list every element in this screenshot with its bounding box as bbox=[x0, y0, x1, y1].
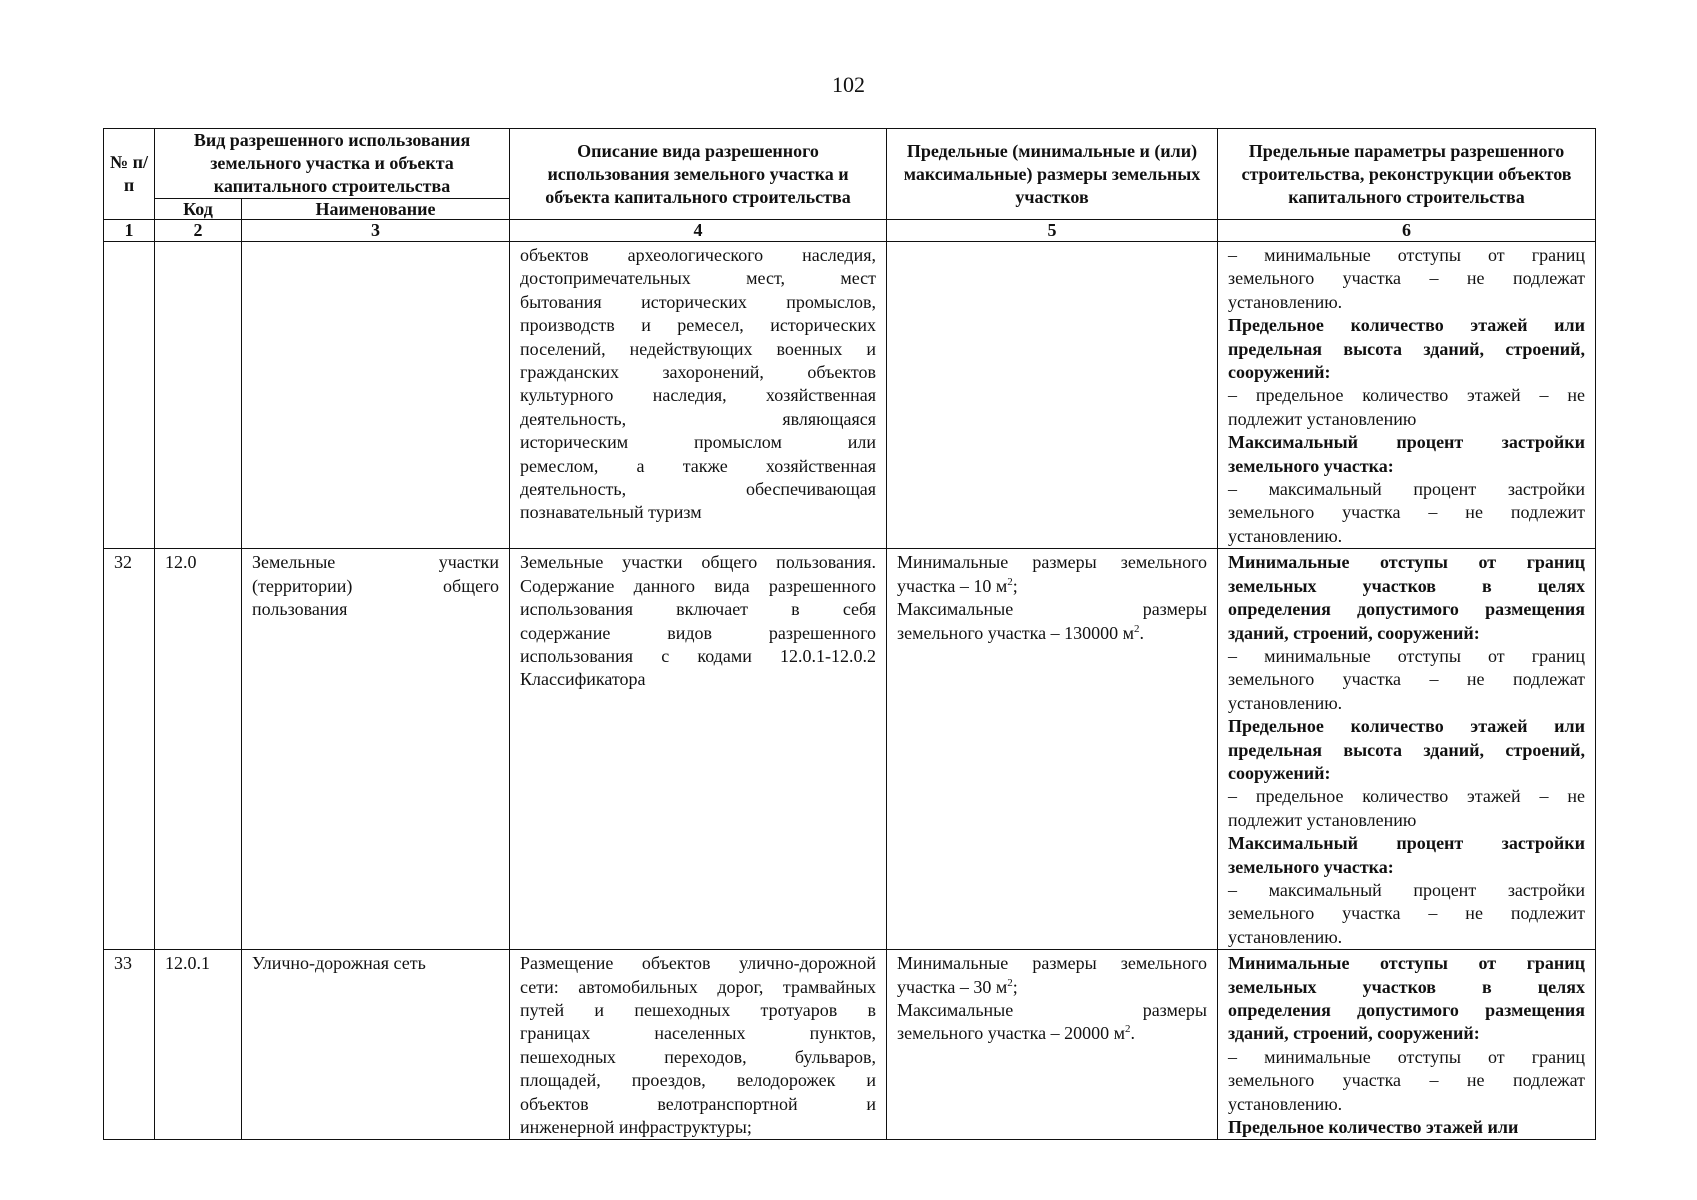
text-line: Предельное количество этажей или bbox=[1228, 315, 1586, 336]
cell-description bbox=[510, 549, 887, 950]
text-line: (территории) общего bbox=[252, 575, 500, 596]
col-number-4: 4 bbox=[510, 220, 887, 242]
text-line: содержание видов разрешенного bbox=[520, 622, 877, 643]
size-tail: ; bbox=[1012, 575, 1018, 596]
text-line: предельная высота зданий, строений, bbox=[1228, 338, 1586, 359]
text-line: земельного участка – не подлежат bbox=[1228, 268, 1586, 289]
header-num: № п/п bbox=[104, 129, 155, 220]
text-line: установлению. bbox=[1228, 926, 1343, 947]
cell-name bbox=[242, 950, 510, 1140]
text-line: культурного наследия, хозяйственная bbox=[520, 385, 877, 406]
text-line: зданий, строений, сооружений: bbox=[1228, 622, 1480, 643]
cell-params bbox=[1218, 950, 1596, 1140]
size-text: участка – 30 м bbox=[897, 976, 1008, 997]
superscript: 2 bbox=[1125, 1023, 1131, 1036]
size-line bbox=[897, 575, 1207, 598]
text-line: Минимальные отступы от границ bbox=[1228, 953, 1586, 974]
text-line: Улично-дорожная сеть bbox=[252, 953, 426, 974]
text-line: установлению. bbox=[1228, 1093, 1343, 1114]
cell-row-number: 32 bbox=[104, 549, 155, 950]
cell-params bbox=[1218, 549, 1596, 950]
text-line: подлежит установлению bbox=[1228, 408, 1417, 429]
header-description: Описание вида разрешенного использования земельного участка и объекта капитального строительства bbox=[510, 129, 887, 220]
text-line: установлению. bbox=[1228, 692, 1343, 713]
size-tail: . bbox=[1130, 1023, 1136, 1044]
text-line: сооружений: bbox=[1228, 762, 1331, 783]
text-line: – минимальные отступы от границ bbox=[1228, 245, 1586, 265]
text-line: гражданских захоронений, объектов bbox=[520, 362, 877, 383]
size-line bbox=[897, 976, 1207, 999]
cell-code: 12.0 bbox=[155, 549, 242, 950]
text-line: Максимальный процент застройки bbox=[1228, 833, 1586, 854]
text-line: зданий, строений, сооружений: bbox=[1228, 1023, 1480, 1044]
text-line: путей и пешеходных тротуаров в bbox=[520, 1000, 877, 1020]
text-line: поселений, недействующих военных и bbox=[520, 338, 877, 359]
text-line: земельных участков в целях bbox=[1228, 575, 1586, 596]
text-line: определения допустимого размещения bbox=[1228, 599, 1586, 620]
text-line: Земельные участки bbox=[252, 552, 500, 573]
text-line: земельного участка – не подлежит bbox=[1228, 502, 1586, 523]
text-line: Предельное количество этажей или bbox=[1228, 1117, 1519, 1138]
col-number-3: 3 bbox=[242, 220, 510, 242]
size-text: Минимальные размеры земельного bbox=[897, 953, 1208, 974]
text-line: – предельное количество этажей – не bbox=[1228, 786, 1586, 807]
size-text: Максимальные размеры bbox=[897, 1000, 1208, 1020]
superscript: 2 bbox=[1007, 976, 1013, 989]
text-line: Классификатора bbox=[520, 669, 646, 690]
size-line bbox=[897, 598, 1207, 621]
col-number-6: 6 bbox=[1218, 220, 1596, 242]
text-line: Содержание данного вида разрешенного bbox=[520, 575, 877, 596]
text-line: Максимальный процент застройки bbox=[1228, 432, 1586, 453]
header-vri-group: Вид разрешенного использования земельного участка и объекта капитального строительства bbox=[155, 129, 510, 199]
table-row bbox=[104, 549, 1596, 950]
size-text: земельного участка – 20000 м bbox=[897, 1023, 1126, 1044]
cell-code: 12.0.1 bbox=[155, 950, 242, 1140]
text-line: земельного участка – не подлежат bbox=[1228, 669, 1586, 690]
text-line: использования с кодами 12.0.1-12.0.2 bbox=[520, 645, 877, 666]
text-line: бытования исторических промыслов, bbox=[520, 291, 877, 312]
size-tail: . bbox=[1139, 622, 1145, 643]
text-line: пешеходных переходов, бульваров, bbox=[520, 1046, 877, 1067]
text-line: сооружений: bbox=[1228, 362, 1331, 383]
cell-row-number: 33 bbox=[104, 950, 155, 1140]
superscript: 2 bbox=[1007, 575, 1013, 588]
text-line: – максимальный процент застройки bbox=[1228, 479, 1586, 500]
col-number-5: 5 bbox=[887, 220, 1218, 242]
text-line: земельного участка – не подлежит bbox=[1228, 903, 1586, 924]
text-line: предельная высота зданий, строений, bbox=[1228, 739, 1586, 760]
text-line: земельного участка – не подлежат bbox=[1228, 1070, 1586, 1091]
col-number-1: 1 bbox=[104, 220, 155, 242]
text-line: определения допустимого размещения bbox=[1228, 1000, 1586, 1020]
text-line: границах населенных пунктов, bbox=[520, 1023, 877, 1044]
text-line: – минимальные отступы от границ bbox=[1228, 645, 1586, 666]
text-line: площадей, проездов, велодорожек и bbox=[520, 1070, 877, 1091]
text-line: Земельные участки общего пользования. bbox=[520, 552, 877, 573]
size-line bbox=[897, 952, 1207, 975]
header-name: Наименование bbox=[242, 199, 510, 220]
size-line bbox=[897, 1022, 1207, 1045]
text-line: познавательный туризм bbox=[520, 502, 702, 523]
text-line: объектов археологического наследия, bbox=[520, 245, 877, 265]
header-params: Предельные параметры разрешенного строительства, реконструкции объектов капитального строительства bbox=[1218, 129, 1596, 220]
text-line: инженерной инфраструктуры; bbox=[520, 1117, 752, 1138]
text-line: производств и ремесел, исторических bbox=[520, 315, 877, 336]
size-text: земельного участка – 130000 м bbox=[897, 622, 1135, 643]
cell-name bbox=[242, 242, 510, 549]
text-line: земельных участков в целях bbox=[1228, 976, 1586, 997]
text-line: Предельное количество этажей или bbox=[1228, 716, 1586, 737]
size-tail: ; bbox=[1012, 976, 1018, 997]
size-text: участка – 10 м bbox=[897, 575, 1008, 596]
text-line: объектов велотранспортной и bbox=[520, 1093, 877, 1114]
header-sizes: Предельные (минимальные и (или) максимальные) размеры земельных участков bbox=[887, 129, 1218, 220]
size-text: Минимальные размеры земельного bbox=[897, 552, 1208, 573]
text-line: ремеслом, а также хозяйственная bbox=[520, 455, 877, 476]
cell-code bbox=[155, 242, 242, 549]
text-line: сети: автомобильных дорог, трамвайных bbox=[520, 976, 877, 997]
size-text: Максимальные размеры bbox=[897, 599, 1208, 620]
text-line: земельного участка: bbox=[1228, 856, 1394, 877]
cell-row-number bbox=[104, 242, 155, 549]
text-line: историческим промыслом или bbox=[520, 432, 877, 453]
page-number: 102 bbox=[832, 72, 865, 97]
cell-params bbox=[1218, 242, 1596, 549]
land-use-table bbox=[103, 128, 1596, 1140]
text-line: Размещение объектов улично-дорожной bbox=[520, 953, 877, 974]
text-line: установлению. bbox=[1228, 525, 1343, 546]
size-line bbox=[897, 551, 1207, 574]
superscript: 2 bbox=[1134, 622, 1140, 635]
text-line: – предельное количество этажей – не bbox=[1228, 385, 1586, 406]
text-line: подлежит установлению bbox=[1228, 809, 1417, 830]
cell-name bbox=[242, 549, 510, 950]
cell-description bbox=[510, 950, 887, 1140]
size-line bbox=[897, 622, 1207, 645]
cell-sizes bbox=[887, 549, 1218, 950]
text-line: деятельность, являющаяся bbox=[520, 408, 877, 429]
text-line: пользования bbox=[252, 599, 348, 620]
header-code: Код bbox=[155, 199, 242, 220]
text-line: установлению. bbox=[1228, 291, 1343, 312]
table-row bbox=[104, 242, 1596, 549]
text-line: – минимальные отступы от границ bbox=[1228, 1046, 1586, 1067]
table-row bbox=[104, 950, 1596, 1140]
text-line: использования включает в себя bbox=[520, 599, 877, 620]
text-line: деятельность, обеспечивающая bbox=[520, 479, 877, 500]
table-body bbox=[104, 242, 1596, 1140]
cell-sizes bbox=[887, 242, 1218, 549]
text-line: земельного участка: bbox=[1228, 455, 1394, 476]
text-line: Минимальные отступы от границ bbox=[1228, 552, 1586, 573]
col-number-2: 2 bbox=[155, 220, 242, 242]
size-line bbox=[897, 999, 1207, 1022]
cell-sizes bbox=[887, 950, 1218, 1140]
text-line: достопримечательных мест, мест bbox=[520, 268, 877, 289]
text-line: – максимальный процент застройки bbox=[1228, 879, 1586, 900]
cell-description bbox=[510, 242, 887, 549]
